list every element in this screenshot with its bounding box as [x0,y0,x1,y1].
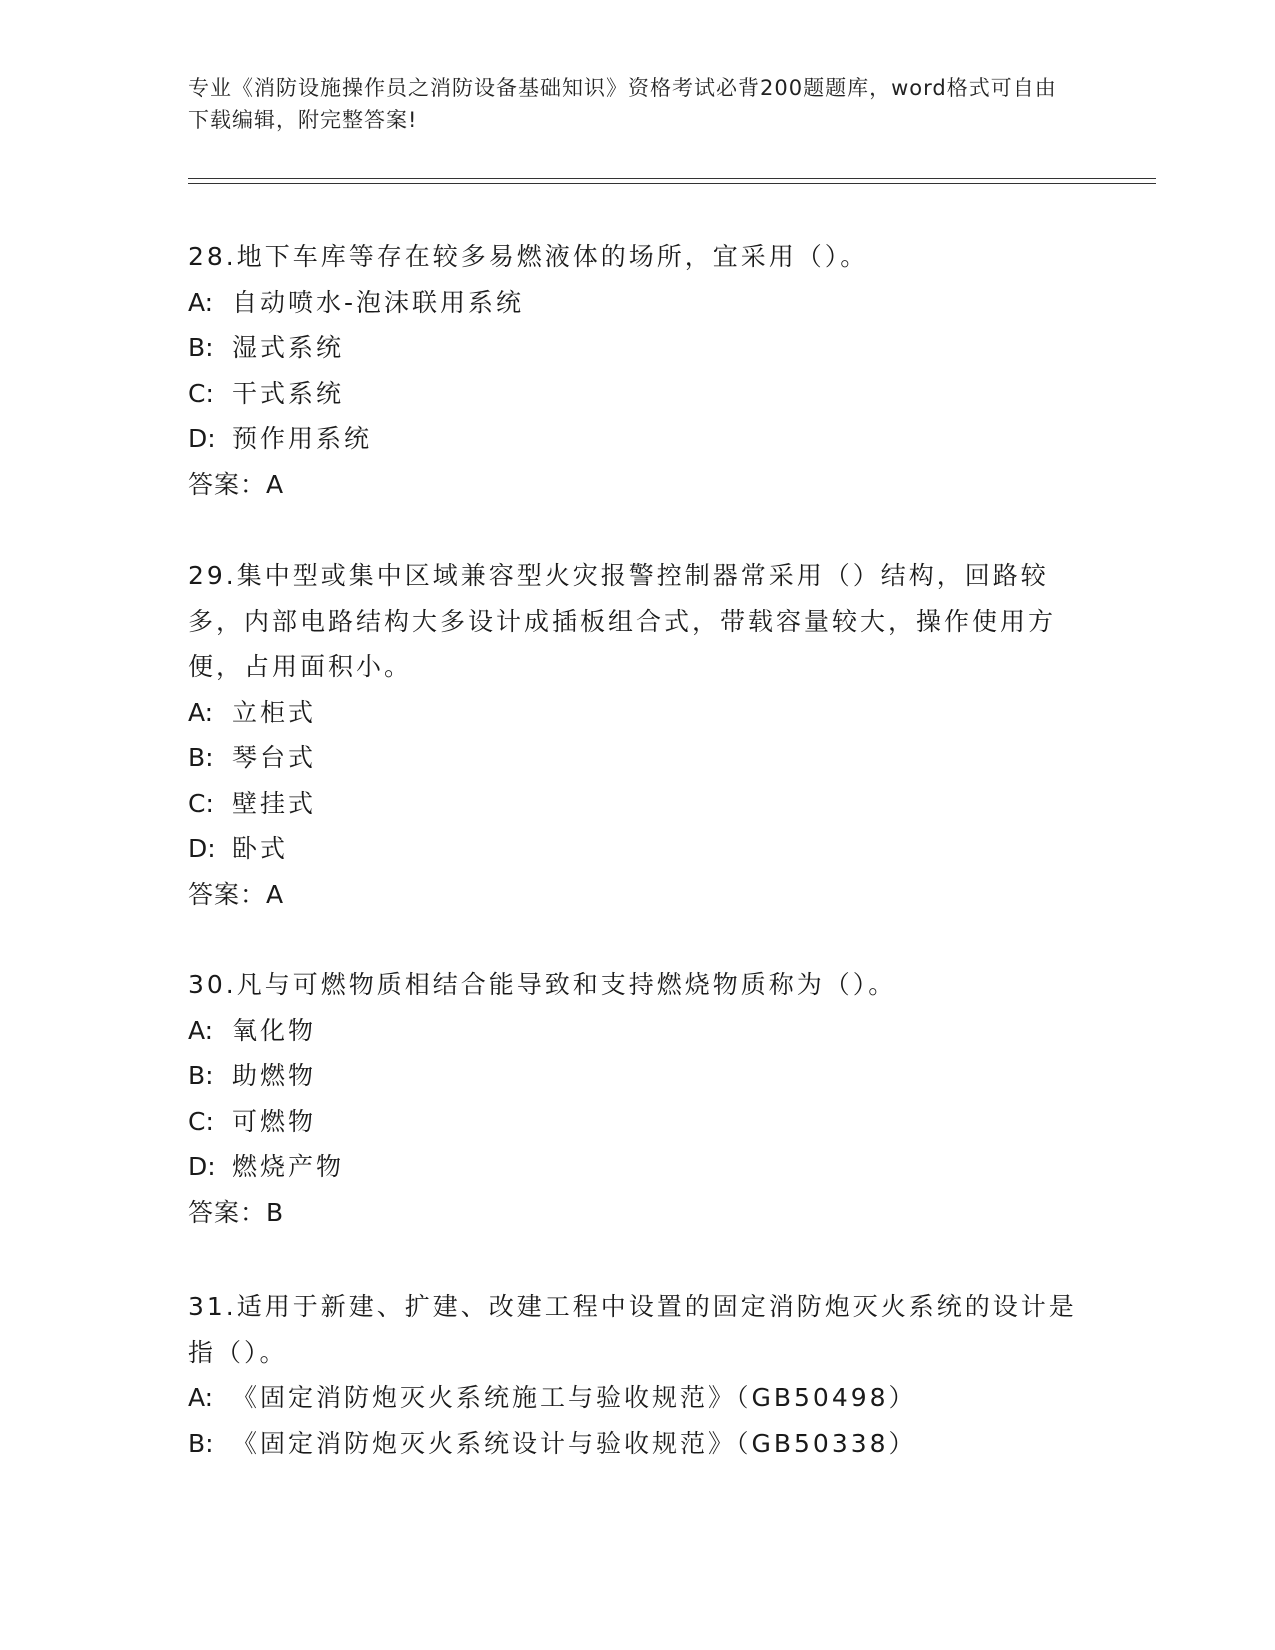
option-text: 自动喷水-泡沫联用系统 [232,287,525,317]
question-stem: 31.适用于新建、扩建、改建工程中设置的固定消防炮灭火系统的设计是指（）。 [188,1292,1077,1367]
option-d [188,1144,1088,1190]
option-text: 卧式 [232,834,289,863]
option-text: 助燃物 [232,1061,317,1090]
question-stem: 28.地下车库等存在较多易燃液体的场所，宜采用（）。 [188,242,869,271]
option-text: 氧化物 [232,1015,317,1045]
option-key: B: [188,1428,214,1458]
option-text: 《固定消防炮灭火系统设计与验收规范》（GB50338） [232,1428,917,1458]
option-key: D: [188,424,216,453]
document-header: 专业《消防设施操作员之消防设备基础知识》资格考试必背200题题库，word格式可自由下载编辑，附完整答案! [188,76,1057,132]
question-29 [188,553,1088,917]
option-key: A: [188,1015,214,1045]
question-28 [188,234,1088,507]
answer: 答案：A [188,469,285,499]
option-key: C: [188,378,214,408]
option-key: A: [188,697,214,727]
option-key: D: [188,1152,216,1181]
option-c [188,1099,1088,1145]
question-31 [188,1284,1088,1466]
option-b [188,1053,1088,1099]
header-divider-bottom [188,183,1156,184]
option-b [188,735,1088,781]
option-a [188,1375,1088,1421]
option-text: 湿式系统 [232,333,345,362]
option-c [188,781,1088,827]
answer: 答案：A [188,879,285,909]
option-text: 燃烧产物 [232,1152,345,1181]
option-a [188,690,1088,736]
option-key: C: [188,788,214,818]
option-text: 可燃物 [232,1106,317,1136]
option-d [188,826,1088,872]
header-divider-top [188,178,1156,179]
option-key: A: [188,287,214,317]
option-key: B: [188,743,214,772]
answer: 答案：B [188,1197,285,1227]
question-stem: 30.凡与可燃物质相结合能导致和支持燃烧物质称为（）。 [188,970,897,999]
option-a [188,280,1088,326]
option-text: 《固定消防炮灭火系统施工与验收规范》（GB50498） [232,1383,917,1412]
option-key: C: [188,1106,214,1136]
option-key: B: [188,333,214,362]
question-stem: 29.集中型或集中区域兼容型火灾报警控制器常采用（）结构，回路较多，内部电路结构大多设计成插板组合式，带载容量较大，操作使用方便，占用面积小。 [188,561,1057,681]
option-c [188,371,1088,417]
option-d [188,416,1088,462]
option-key: D: [188,834,216,863]
option-key: B: [188,1061,214,1090]
option-text: 干式系统 [232,378,345,408]
option-text: 壁挂式 [232,788,317,818]
option-a [188,1008,1088,1054]
option-b [188,1421,1088,1467]
option-b [188,325,1088,371]
option-key: A: [188,1383,214,1412]
option-text: 立柜式 [232,697,317,727]
option-text: 琴台式 [232,743,317,772]
question-30 [188,962,1088,1235]
option-text: 预作用系统 [232,424,373,453]
